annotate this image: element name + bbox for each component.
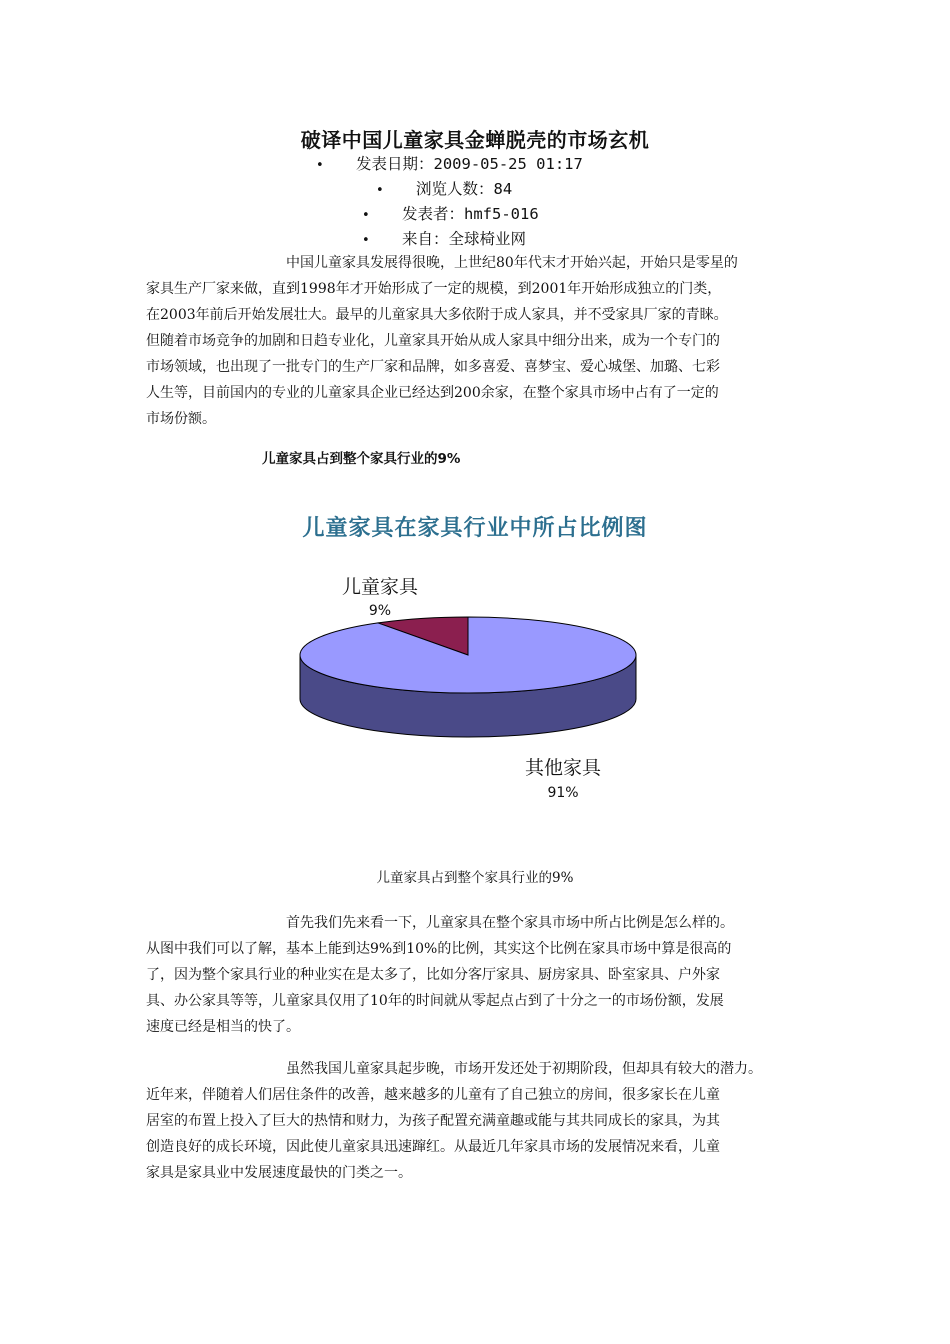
meta-date-label: 发表日期： [356, 155, 434, 173]
chart-caption: 儿童家具占到整个家具行业的9% [376, 870, 574, 886]
paragraph-line: 家具是家具业中发展速度最快的门类之一。 [146, 1165, 412, 1181]
slice-label-kids: 儿童家具 [341, 576, 419, 598]
paragraph-line: 首先我们先来看一下，儿童家具在整个家具市场中所占比例是怎么样的。 [286, 915, 734, 931]
slice-value-kids: 9% [368, 603, 392, 619]
pie-slice-1 [300, 617, 636, 693]
section-subheading: 儿童家具占到整个家具行业的9% [262, 451, 461, 467]
meta-views-value: 84 [493, 180, 513, 198]
paragraph-line: 速度已经是相当的快了。 [146, 1019, 300, 1035]
meta-author-label: 发表者： [402, 205, 465, 223]
paragraph-line: 居室的布置上投入了巨大的热情和财力，为孩子配置充满童趣或能与其共同成长的家具，为其 [146, 1113, 720, 1129]
paragraph-intro [146, 250, 812, 432]
slice-label-other: 其他家具 [524, 757, 602, 779]
paragraph-line: 了，因为整个家具行业的种业实在是太多了，比如分客厅家具、厨房家具、卧室家具、户外家 [146, 967, 720, 983]
meta-date [316, 152, 583, 174]
paragraph-line: 具、办公家具等等，儿童家具仅用了10年的时间就从零起点占到了十分之一的市场份额，发展 [146, 993, 724, 1009]
bullet: • [362, 208, 370, 223]
paragraph-potential [146, 1056, 812, 1186]
meta-author-value: hmf5-016 [464, 205, 539, 223]
paragraph-line: 市场领域，也出现了一批专门的生产厂家和品牌，如多喜爱、喜梦宝、爱心城堡、加璐、七彩 [146, 359, 720, 375]
meta-source-label: 来自： [402, 230, 449, 248]
paragraph-line: 近年来，伴随着人们居住条件的改善，越来越多的儿童有了自己独立的房间，很多家长在儿童 [146, 1087, 720, 1103]
paragraph-line: 中国儿童家具发展得很晚，上世纪80年代末才开始兴起，开始只是零星的 [286, 255, 738, 271]
paragraph-line: 人生等，目前国内的专业的儿童家具企业已经达到200余家，在整个家具市场中占有了一定的 [146, 385, 719, 401]
bullet: • [362, 233, 370, 248]
meta-author [362, 202, 539, 224]
bullet: • [376, 183, 384, 198]
article-title: 破译中国儿童家具金蝉脱壳的市场玄机 [300, 128, 650, 152]
pie-chart-svg [250, 505, 700, 835]
paragraph-line: 从图中我们可以了解，基本上能到达9%到10%的比例，其实这个比例在家具市场中算是很高的 [146, 941, 732, 957]
paragraph-line: 创造良好的成长环境，因此使儿童家具迅速蹿红。从最近几年家具市场的发展情况来看，儿童 [146, 1139, 720, 1155]
meta-views-label: 浏览人数： [416, 180, 494, 198]
slice-value-other: 91% [547, 785, 579, 801]
paragraph-line: 但随着市场竞争的加剧和日趋专业化，儿童家具开始从成人家具中细分出来，成为一个专门的 [146, 333, 720, 349]
meta-date-value: 2009-05-25 01:17 [433, 155, 583, 173]
meta-views [376, 177, 512, 199]
paragraph-line: 在2003年前后开始发展壮大。最早的儿童家具大多依附于成人家具，并不受家具厂家的青睐。 [146, 307, 728, 323]
paragraph-analysis [146, 910, 812, 1040]
pie-chart [250, 505, 700, 835]
bullet: • [316, 158, 324, 173]
meta-source-value: 全球椅业网 [448, 230, 527, 248]
paragraph-line: 家具生产厂家来做，直到1998年才开始形成了一定的规模，到2001年开始形成独立的门类， [146, 281, 722, 297]
paragraph-line: 市场份额。 [146, 411, 216, 427]
chart-title: 儿童家具在家具行业中所占比例图 [302, 516, 648, 541]
paragraph-line: 虽然我国儿童家具起步晚，市场开发还处于初期阶段，但却具有较大的潜力。 [286, 1061, 762, 1077]
meta-source [362, 227, 526, 249]
